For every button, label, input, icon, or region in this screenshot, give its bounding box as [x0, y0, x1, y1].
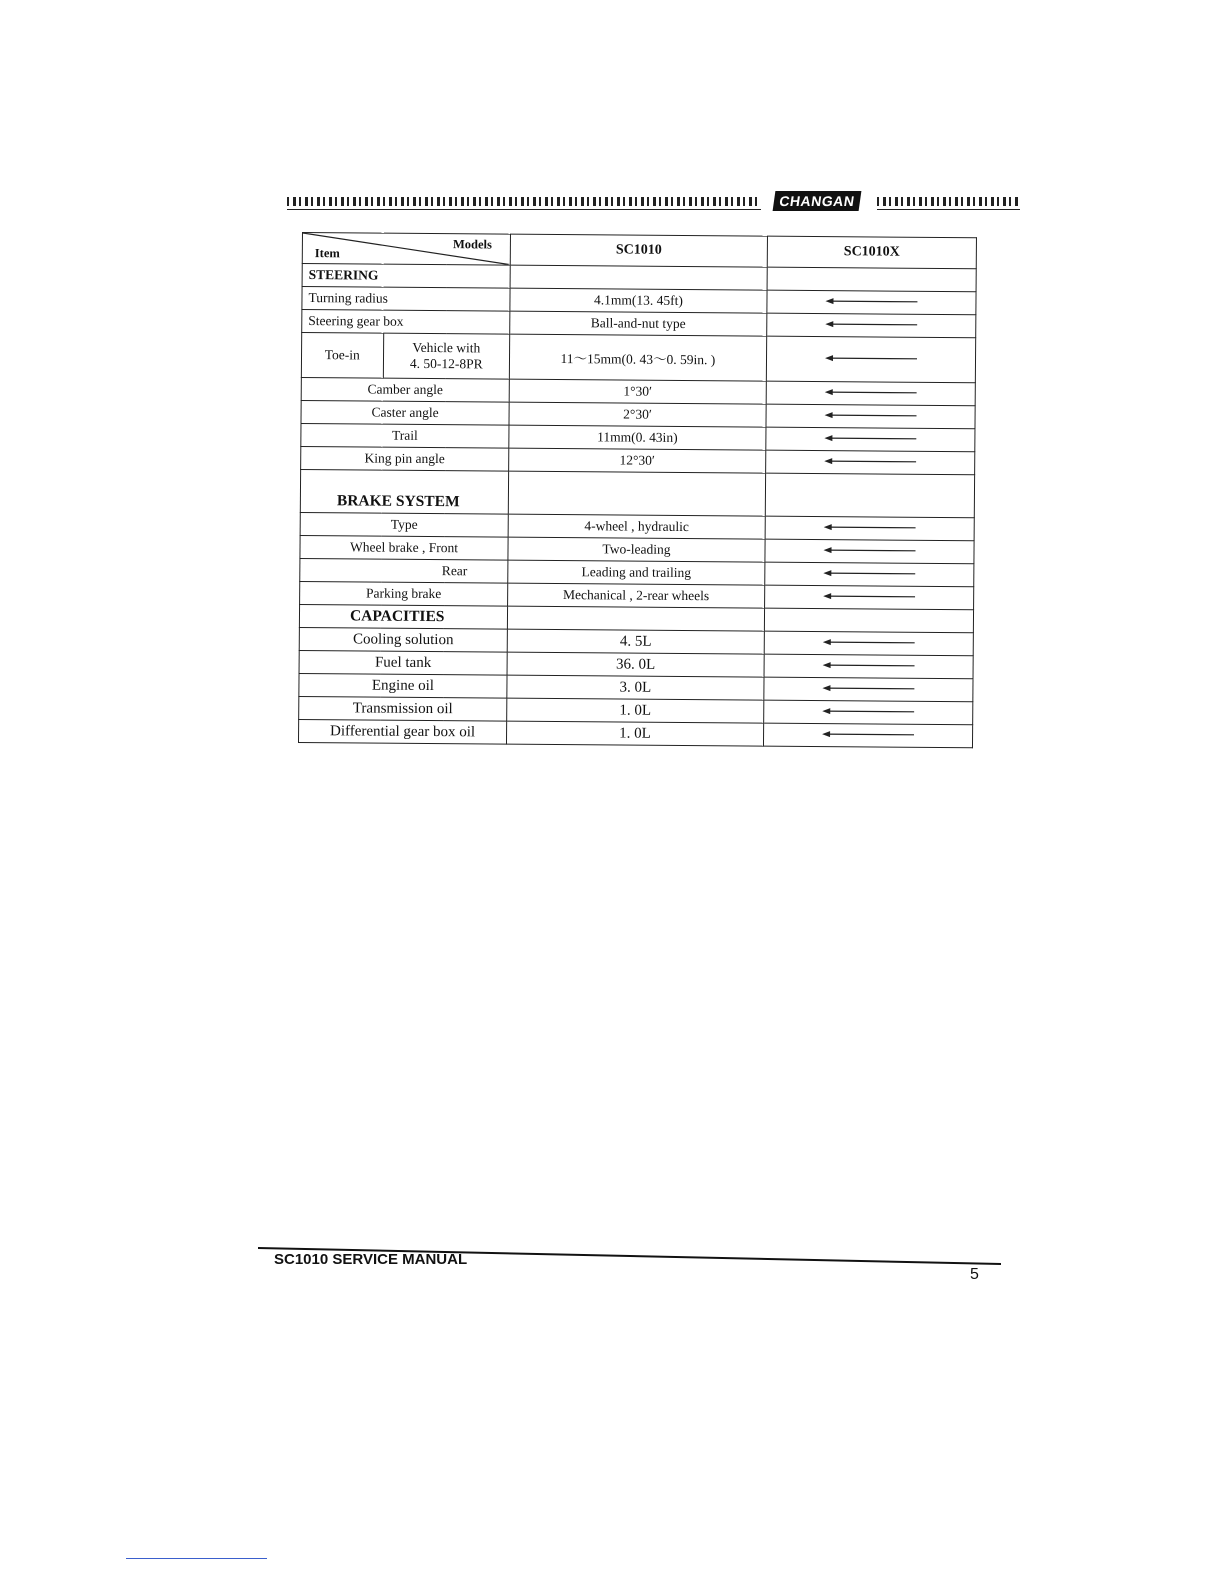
same-as-left-cell [763, 723, 972, 748]
row-label: Turning radius [302, 287, 510, 312]
left-arrow-icon [822, 681, 914, 692]
table-header-row [302, 233, 976, 269]
section-heading-steering: STEERING [302, 264, 510, 289]
row-value: 4.1mm(13. 45ft) [510, 288, 767, 313]
row-value: 2°30′ [509, 402, 766, 427]
row-label: King pin angle [301, 446, 509, 471]
header-ornament-band [287, 193, 1023, 215]
row-label: Caster angle [301, 400, 509, 425]
empty-cell [510, 265, 767, 290]
brand-logo: CHANGAN [773, 191, 862, 211]
row-label: Cooling solution [299, 627, 507, 652]
same-as-left-cell [765, 562, 974, 587]
left-arrow-icon [822, 704, 914, 715]
row-label: Parking brake [300, 581, 508, 606]
toe-in-condition-line1: Vehicle with [412, 339, 481, 356]
row-value: 3. 0L [507, 675, 764, 700]
section-heading-brake: BRAKE SYSTEM [300, 469, 508, 514]
row-value: Two-leading [508, 537, 765, 562]
left-arrow-icon [824, 454, 916, 465]
same-as-left-cell [766, 381, 975, 406]
row-label: Wheel brake , Front [300, 535, 508, 560]
same-as-left-cell [766, 427, 975, 452]
row-label: Engine oil [299, 673, 507, 698]
row-label: Differential gear box oil [298, 719, 506, 744]
same-as-left-cell [764, 585, 973, 610]
same-as-left-cell [764, 631, 973, 656]
corner-item-label: Item [314, 246, 340, 261]
row-value: 4. 5L [507, 629, 764, 654]
left-arrow-icon [823, 543, 915, 554]
row-value: 1. 0L [506, 721, 763, 746]
bottom-link-rule [126, 1558, 267, 1559]
empty-cell [507, 606, 764, 631]
row-label: Steering gear box [302, 310, 510, 335]
left-arrow-icon [823, 589, 915, 600]
row-value: 1°30′ [509, 379, 766, 404]
row-value: 4-wheel , hydraulic [508, 514, 765, 539]
same-as-left-cell [764, 654, 973, 679]
same-as-left-cell [766, 450, 975, 475]
left-arrow-icon [825, 351, 917, 362]
row-label: Fuel tank [299, 650, 507, 675]
row-value: 12°30′ [509, 448, 766, 473]
row-value: Leading and trailing [508, 560, 765, 585]
left-arrow-icon [824, 520, 916, 531]
same-as-left-cell [764, 677, 973, 702]
ornament-left [287, 193, 761, 210]
footer-title: SC1010 SERVICE MANUAL [274, 1251, 468, 1268]
same-as-left-cell [767, 290, 976, 315]
model-sc1010x-header: SC1010X [767, 236, 976, 269]
row-label: Type [300, 512, 508, 537]
row-value: Mechanical , 2-rear wheels [508, 583, 765, 608]
same-as-left-cell [765, 516, 974, 541]
empty-cell [767, 267, 976, 292]
row-value: 36. 0L [507, 652, 764, 677]
row-label: Toe-in [301, 333, 383, 379]
corner-cell [302, 233, 510, 266]
spec-table-wrapper [298, 232, 977, 748]
empty-cell [765, 473, 974, 518]
row-value: Ball-and-nut type [510, 311, 767, 336]
empty-cell [764, 608, 973, 633]
same-as-left-cell [765, 539, 974, 564]
left-arrow-icon [823, 635, 915, 646]
corner-models-label: Models [452, 237, 492, 252]
row-label: Camber angle [301, 377, 509, 402]
left-arrow-icon [822, 727, 914, 738]
same-as-left-cell [767, 313, 976, 338]
model-sc1010-header: SC1010 [510, 234, 767, 267]
toe-in-condition [383, 333, 510, 379]
page-number: 5 [970, 1266, 979, 1283]
row-value: 11～15mm(0. 43～0. 59in. ) [509, 334, 766, 381]
left-arrow-icon [823, 658, 915, 669]
ornament-right [877, 193, 1020, 210]
left-arrow-icon [824, 431, 916, 442]
section-heading-capacities: CAPACITIES [299, 604, 507, 629]
row-value: 11mm(0. 43in) [509, 425, 766, 450]
row-value: 1. 0L [507, 698, 764, 723]
empty-cell [508, 471, 765, 516]
left-arrow-icon [825, 294, 917, 305]
left-arrow-icon [823, 566, 915, 577]
same-as-left-cell [766, 336, 975, 383]
same-as-left-cell [764, 700, 973, 725]
same-as-left-cell [766, 404, 975, 429]
left-arrow-icon [825, 408, 917, 419]
section-row-brake [300, 469, 974, 517]
table-row [301, 333, 975, 383]
toe-in-condition-line2: 4. 50-12-8PR [409, 355, 483, 372]
table-row [298, 719, 972, 747]
left-arrow-icon [825, 317, 917, 328]
row-label: Rear [300, 558, 508, 583]
spec-table [298, 232, 977, 748]
left-arrow-icon [825, 385, 917, 396]
row-label: Transmission oil [299, 696, 507, 721]
row-label: Trail [301, 423, 509, 448]
